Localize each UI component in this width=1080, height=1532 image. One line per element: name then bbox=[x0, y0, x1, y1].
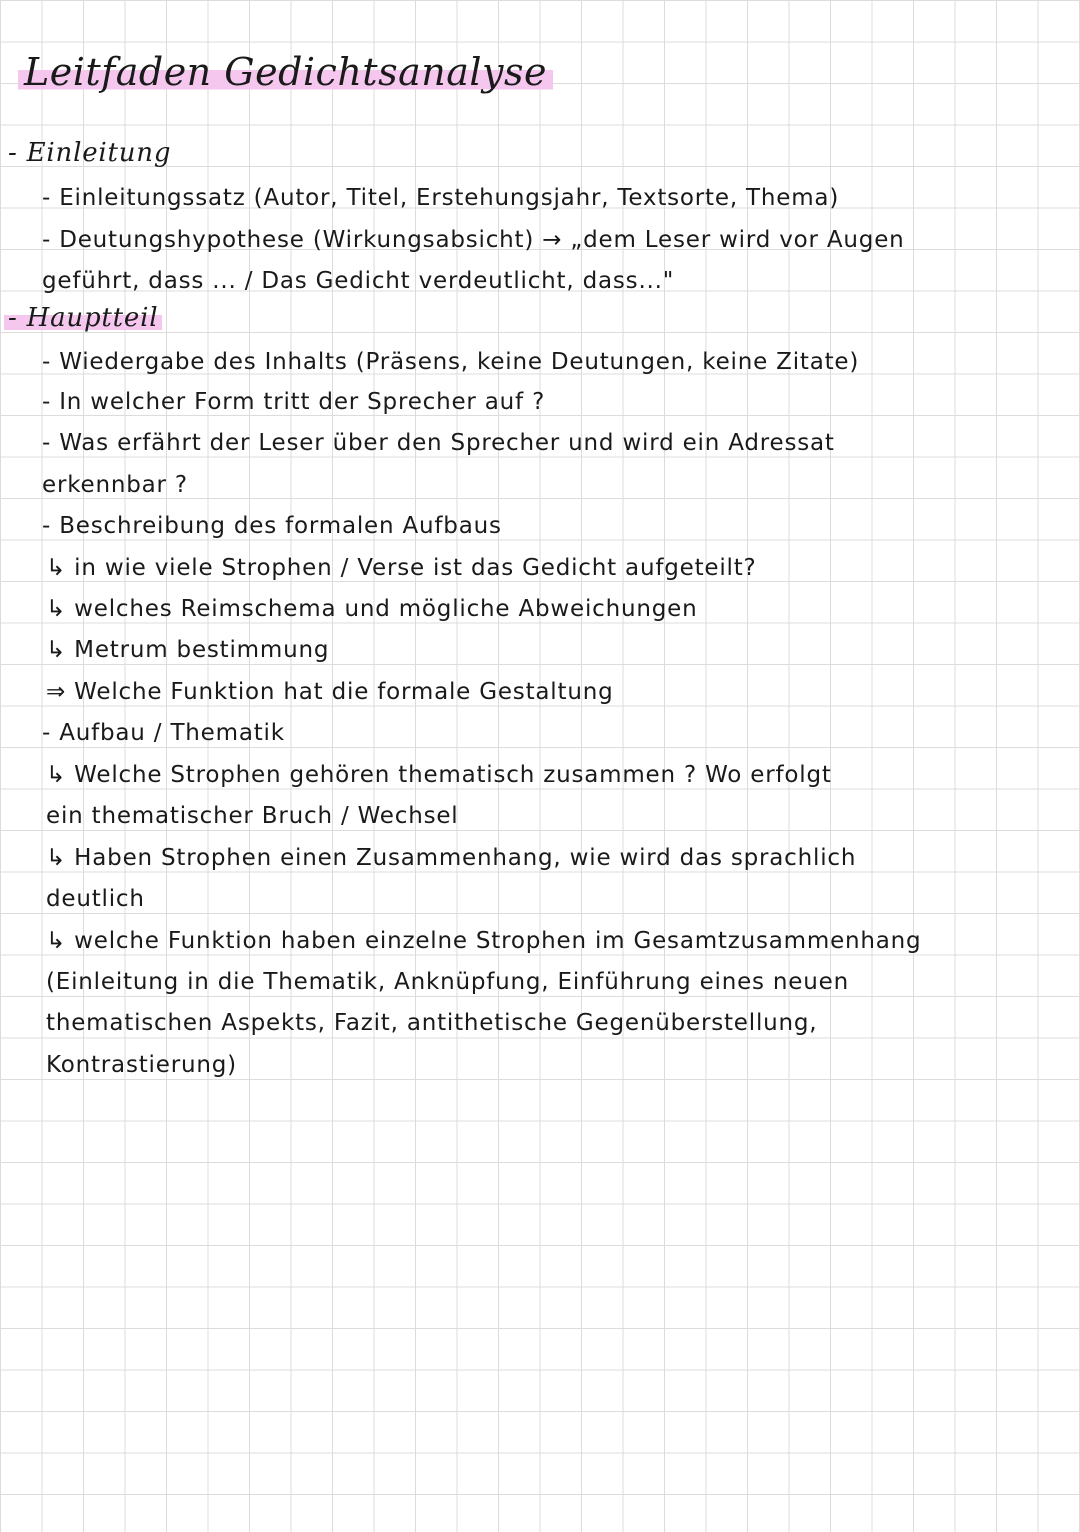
hauptteil-line-12: ein thematischer Bruch / Wechsel bbox=[46, 803, 459, 829]
hauptteil-line-14: deutlich bbox=[46, 886, 145, 912]
hauptteil-line-3: - Was erfährt der Leser über den Sprecher und wird ein Adressat bbox=[42, 430, 835, 456]
heading-text: - Einleitung bbox=[8, 138, 172, 168]
hauptteil-line-2: - In welcher Form tritt der Sprecher auf ? bbox=[42, 389, 546, 415]
hauptteil-line-15: ↳ welche Funktion haben einzelne Strophen im Gesamtzusammenhang bbox=[46, 928, 922, 954]
section-heading-einleitung bbox=[8, 138, 171, 168]
einleitung-line-2: - Deutungshypothese (Wirkungsabsicht) → „dem Leser wird vor Augen bbox=[42, 227, 905, 253]
hauptteil-line-13: ↳ Haben Strophen einen Zusammenhang, wie wird das sprachlich bbox=[46, 845, 857, 871]
hauptteil-line-10: - Aufbau / Thematik bbox=[42, 720, 285, 746]
hauptteil-line-9: ⇒ Welche Funktion hat die formale Gestaltung bbox=[46, 679, 614, 705]
hauptteil-line-11: ↳ Welche Strophen gehören thematisch zusammen ? Wo erfolgt bbox=[46, 762, 832, 788]
einleitung-line-1: - Einleitungssatz (Autor, Titel, Erstehungsjahr, Textsorte, Thema) bbox=[42, 185, 840, 211]
page-title bbox=[18, 50, 553, 94]
hauptteil-line-16: (Einleitung in die Thematik, Anknüpfung, Einführung eines neuen bbox=[46, 969, 849, 995]
section-heading-hauptteil bbox=[4, 303, 162, 333]
hauptteil-line-18: Kontrastierung) bbox=[46, 1052, 237, 1078]
hauptteil-line-5: - Beschreibung des formalen Aufbaus bbox=[42, 513, 502, 539]
hauptteil-line-6: ↳ in wie viele Strophen / Verse ist das Gedicht aufgeteilt? bbox=[46, 555, 757, 581]
title-text: Leitfaden Gedichtsanalyse bbox=[18, 50, 553, 94]
einleitung-line-3: geführt, dass ... / Das Gedicht verdeutlicht, dass..." bbox=[42, 268, 675, 294]
hauptteil-line-8: ↳ Metrum bestimmung bbox=[46, 637, 330, 663]
hauptteil-line-1: - Wiedergabe des Inhalts (Präsens, keine Deutungen, keine Zitate) bbox=[42, 349, 860, 375]
heading-text: - Hauptteil bbox=[4, 303, 162, 333]
hauptteil-line-7: ↳ welches Reimschema und mögliche Abweichungen bbox=[46, 596, 698, 622]
hauptteil-line-4: erkennbar ? bbox=[42, 472, 188, 498]
hauptteil-line-17: thematischen Aspekts, Fazit, antithetische Gegenüberstellung, bbox=[46, 1010, 818, 1036]
